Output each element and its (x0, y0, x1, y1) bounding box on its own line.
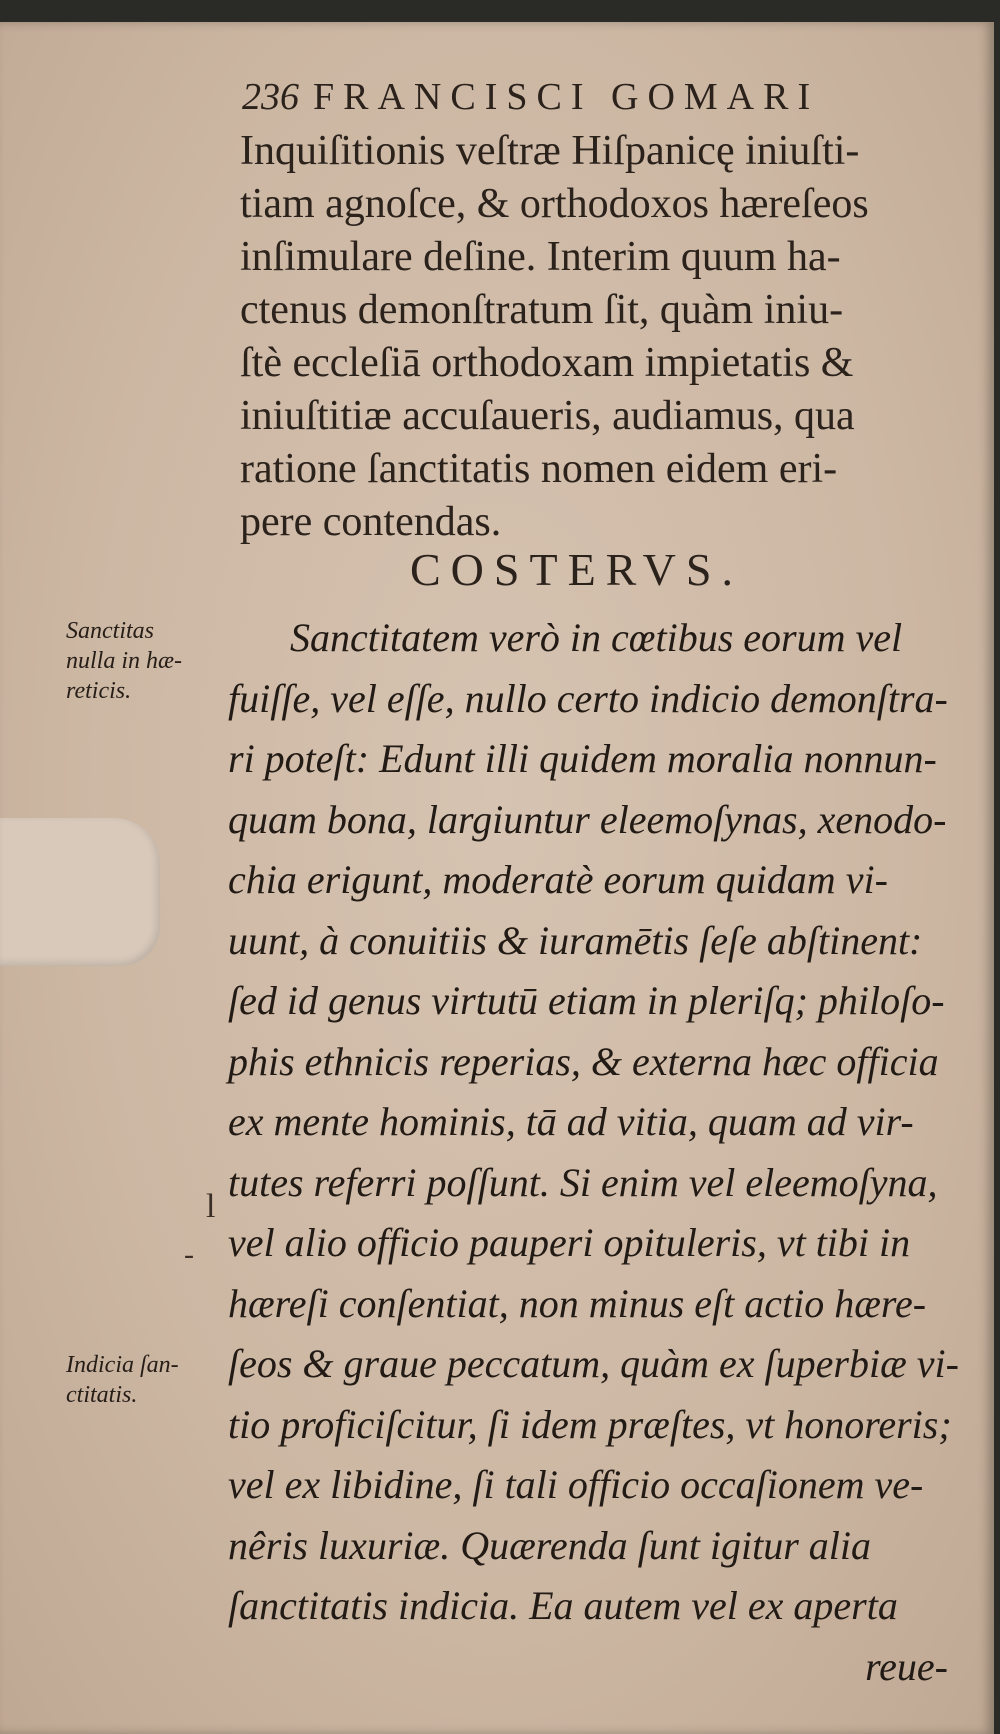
text-line: ex mente hominis, tā ad vitia, quam ad vir- (228, 1099, 914, 1144)
text-line: ſtè eccleſiā orthodoxam impietatis & (240, 340, 854, 386)
note-line: Indicia ſan- (66, 1352, 179, 1378)
note-line: ctitatis. (66, 1382, 138, 1408)
text-line: Sanctitatem verò in cœtibus eorum vel (290, 615, 903, 660)
page-number: 236 (242, 76, 299, 118)
text-line: ctenus demonſtratum ſit, quàm iniu- (240, 287, 844, 333)
marginal-note-sanctitas (66, 616, 182, 706)
italic-text-block (228, 608, 968, 1697)
note-line: reticis. (66, 678, 132, 704)
text-line: ratione ſanctitatis nomen eidem eri- (240, 446, 838, 492)
text-line: iniuſtitiæ accuſaueris, audiamus, qua (240, 393, 855, 439)
running-header (242, 75, 862, 125)
text-line: inſimulare deſine. Interim quum ha- (240, 234, 841, 280)
note-line: nulla in hæ- (66, 648, 183, 674)
text-line: ſeos & graue peccatum, quàm ex ſuperbiæ vi- (228, 1341, 959, 1386)
text-line: vel ex libidine, ſi tali officio occaſionem ve- (228, 1462, 924, 1507)
speaker-heading: COSTERVS. (410, 544, 743, 595)
text-line: pere contendas. (240, 499, 502, 545)
scanner-thumb-shadow (0, 818, 160, 966)
text-line: ſanctitatis indicia. Ea autem vel ex aperta (228, 1583, 898, 1628)
text-line: chia erigunt, moderatè eorum quidam vi- (228, 857, 888, 902)
text-line: quam bona, largiuntur eleemoſynas, xenodo- (228, 796, 947, 842)
margin-mark: - (184, 1238, 194, 1271)
note-line: Sanctitas (66, 618, 154, 644)
text-line: hæreſi conſentiat, non minus eſt actio hære- (228, 1280, 927, 1326)
text-line: ri poteſt: Edunt illi quidem moralia nonnun- (228, 736, 937, 781)
running-title: FRANCISCI GOMARI (313, 76, 820, 118)
text-line: uunt, à conuitiis & iuramētis ſeſe abſtinent: (228, 917, 923, 963)
text-line: tutes referri poſſunt. Si enim vel eleemoſyna, (228, 1159, 938, 1205)
text-line: tio proficiſcitur, ſi idem præſtes, vt honoreris; (228, 1401, 952, 1447)
text-line: tiam agnoſce, & orthodoxos hæreſeos (240, 181, 869, 227)
text-line: phis ethnicis reperias, & externa hæc officia (228, 1038, 939, 1084)
text-line: ſed id genus virtutū etiam in pleriſq; philoſo- (228, 978, 945, 1023)
text-line: Inquiſitionis veſtræ Hiſpanicę iniuſti- (240, 128, 860, 174)
roman-text-block (240, 125, 960, 549)
marginal-note-indicia (66, 1350, 179, 1410)
text-line: nêris luxuriæ. Quærenda ſunt igitur alia (228, 1522, 871, 1568)
margin-mark: l (206, 1188, 216, 1225)
text-line: vel alio officio pauperi opituleris, vt tibi in (228, 1220, 911, 1265)
text-line: fuiſſe, vel eſſe, nullo certo indicio demonſtra- (228, 675, 948, 721)
catchword: reue- (865, 1643, 948, 1689)
